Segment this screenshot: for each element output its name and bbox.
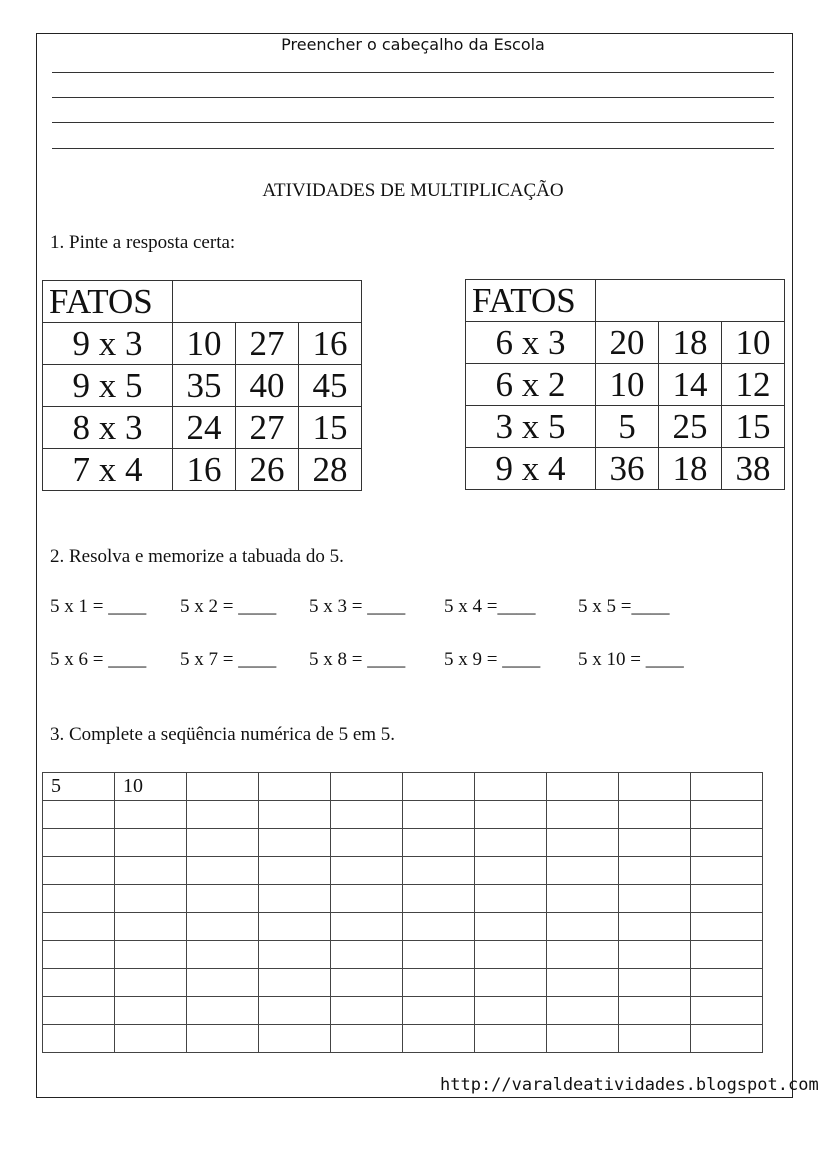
sequence-cell[interactable] [547, 997, 619, 1025]
sequence-cell[interactable] [331, 997, 403, 1025]
page-title: ATIVIDADES DE MULTIPLICAÇÃO [262, 180, 564, 201]
multiplication-item[interactable]: 5 x 8 = ____ [309, 649, 406, 670]
sequence-cell[interactable] [331, 829, 403, 857]
sequence-cell[interactable] [403, 829, 475, 857]
multiplication-item[interactable]: 5 x 5 =____ [578, 596, 670, 617]
facts-header-blank [173, 281, 362, 323]
sequence-cell[interactable] [547, 801, 619, 829]
sequence-cell[interactable] [187, 941, 259, 969]
table-row [43, 969, 763, 997]
sequence-cell[interactable] [115, 857, 187, 885]
table-row [43, 885, 763, 913]
sequence-cell[interactable] [691, 969, 763, 997]
fact-cell: 6 x 2 [466, 364, 596, 406]
facts-table-2 [465, 279, 785, 490]
fact-cell: 9 x 5 [43, 365, 173, 407]
fact-cell: 6 x 3 [466, 322, 596, 364]
school-header-instruction: Preencher o cabeçalho da Escola [281, 35, 545, 54]
multiplication-item[interactable]: 5 x 7 = ____ [180, 649, 277, 670]
answer-option[interactable]: 10 [173, 323, 236, 365]
sequence-cell[interactable] [691, 913, 763, 941]
sequence-cell[interactable] [187, 885, 259, 913]
sequence-cell[interactable] [403, 997, 475, 1025]
sequence-cell[interactable] [691, 1025, 763, 1053]
sequence-cell[interactable] [115, 997, 187, 1025]
sequence-cell[interactable] [475, 801, 547, 829]
sequence-cell[interactable]: 5 [43, 773, 115, 801]
sequence-cell[interactable] [115, 969, 187, 997]
table-row [43, 941, 763, 969]
sequence-cell[interactable] [259, 941, 331, 969]
sequence-cell[interactable] [691, 801, 763, 829]
multiplication-item[interactable]: 5 x 2 = ____ [180, 596, 277, 617]
sequence-cell[interactable] [43, 857, 115, 885]
sequence-cell[interactable] [403, 969, 475, 997]
answer-option[interactable]: 14 [659, 364, 722, 406]
multiplication-item[interactable]: 5 x 10 = ____ [578, 649, 684, 670]
sequence-cell[interactable] [547, 941, 619, 969]
sequence-cell[interactable] [691, 773, 763, 801]
multiplication-item[interactable]: 5 x 3 = ____ [309, 596, 406, 617]
sequence-cell[interactable] [547, 773, 619, 801]
sequence-cell[interactable] [403, 1025, 475, 1053]
sequence-cell[interactable] [619, 885, 691, 913]
sequence-cell[interactable] [619, 913, 691, 941]
table-row [43, 323, 362, 365]
sequence-cell[interactable] [619, 941, 691, 969]
sequence-cell[interactable] [691, 829, 763, 857]
answer-option[interactable]: 20 [596, 322, 659, 364]
sequence-cell[interactable] [619, 997, 691, 1025]
sequence-cell[interactable] [619, 857, 691, 885]
sequence-cell[interactable] [259, 801, 331, 829]
sequence-cell[interactable] [187, 829, 259, 857]
sequence-cell[interactable] [619, 773, 691, 801]
multiplication-item[interactable]: 5 x 6 = ____ [50, 649, 147, 670]
sequence-cell[interactable] [331, 885, 403, 913]
fact-cell: 7 x 4 [43, 449, 173, 491]
sequence-cell[interactable] [43, 829, 115, 857]
sequence-cell[interactable] [115, 1025, 187, 1053]
answer-option[interactable]: 10 [722, 322, 785, 364]
sequence-cell[interactable] [187, 913, 259, 941]
sequence-cell[interactable] [43, 913, 115, 941]
answer-option[interactable]: 16 [173, 449, 236, 491]
facts-table-1 [42, 280, 362, 491]
sequence-cell[interactable] [331, 801, 403, 829]
answer-option[interactable]: 26 [236, 449, 299, 491]
table-row [466, 448, 785, 490]
answer-option[interactable]: 18 [659, 322, 722, 364]
facts-header: FATOS [466, 280, 596, 322]
answer-option[interactable]: 40 [236, 365, 299, 407]
table-row [43, 1025, 763, 1053]
sequence-cell[interactable] [475, 997, 547, 1025]
answer-option[interactable]: 10 [596, 364, 659, 406]
question-2-prompt: 2. Resolva e memorize a tabuada do 5. [50, 546, 344, 567]
table-row [43, 365, 362, 407]
table-row [43, 449, 362, 491]
sequence-cell[interactable] [259, 969, 331, 997]
sequence-cell[interactable] [187, 1025, 259, 1053]
answer-option[interactable]: 12 [722, 364, 785, 406]
sequence-cell[interactable] [43, 941, 115, 969]
multiplication-item[interactable]: 5 x 9 = ____ [444, 649, 541, 670]
sequence-cell[interactable] [43, 1025, 115, 1053]
sequence-cell[interactable] [331, 913, 403, 941]
sequence-cell[interactable] [475, 969, 547, 997]
sequence-cell[interactable] [403, 885, 475, 913]
facts-header: FATOS [43, 281, 173, 323]
sequence-cell[interactable] [475, 857, 547, 885]
sequence-cell[interactable] [187, 997, 259, 1025]
sequence-cell[interactable] [619, 969, 691, 997]
table-row [43, 857, 763, 885]
answer-option[interactable]: 35 [173, 365, 236, 407]
sequence-cell[interactable] [115, 885, 187, 913]
sequence-cell[interactable] [475, 1025, 547, 1053]
sequence-cell[interactable] [259, 1025, 331, 1053]
multiplication-item[interactable]: 5 x 4 =____ [444, 596, 536, 617]
sequence-cell[interactable] [259, 857, 331, 885]
facts-header-blank [596, 280, 785, 322]
answer-option[interactable]: 16 [299, 323, 362, 365]
sequence-cell[interactable] [403, 801, 475, 829]
table-row [43, 829, 763, 857]
question-1-prompt: 1. Pinte a resposta certa: [50, 232, 236, 253]
answer-option[interactable]: 28 [299, 449, 362, 491]
sequence-cell[interactable] [115, 913, 187, 941]
sequence-cell[interactable] [259, 885, 331, 913]
answer-option[interactable]: 38 [722, 448, 785, 490]
sequence-cell[interactable] [403, 773, 475, 801]
sequence-cell[interactable] [259, 773, 331, 801]
sequence-cell[interactable] [43, 997, 115, 1025]
header-line-2[interactable] [52, 97, 774, 98]
sequence-cell[interactable] [187, 857, 259, 885]
answer-option[interactable]: 36 [596, 448, 659, 490]
sequence-cell[interactable] [547, 857, 619, 885]
answer-option[interactable]: 5 [596, 406, 659, 448]
sequence-cell[interactable] [403, 913, 475, 941]
table-row [43, 773, 763, 801]
sequence-cell[interactable] [691, 941, 763, 969]
sequence-cell[interactable] [259, 913, 331, 941]
sequence-cell[interactable] [115, 941, 187, 969]
answer-option[interactable]: 27 [236, 407, 299, 449]
table-row [43, 407, 362, 449]
sequence-cell[interactable] [547, 885, 619, 913]
fact-cell: 9 x 4 [466, 448, 596, 490]
table-row [43, 997, 763, 1025]
sequence-grid [42, 772, 763, 1053]
answer-option[interactable]: 15 [299, 407, 362, 449]
multiplication-item[interactable]: 5 x 1 = ____ [50, 596, 147, 617]
sequence-cell[interactable] [403, 941, 475, 969]
sequence-cell[interactable] [187, 773, 259, 801]
sequence-cell[interactable] [115, 829, 187, 857]
fact-cell: 3 x 5 [466, 406, 596, 448]
answer-option[interactable]: 15 [722, 406, 785, 448]
question-3-prompt: 3. Complete a seqüência numérica de 5 em 5. [50, 724, 396, 745]
sequence-cell[interactable] [259, 829, 331, 857]
table-row [466, 322, 785, 364]
sequence-cell[interactable] [187, 801, 259, 829]
sequence-cell[interactable] [691, 997, 763, 1025]
answer-option[interactable]: 45 [299, 365, 362, 407]
answer-option[interactable]: 24 [173, 407, 236, 449]
header-line-1[interactable] [52, 72, 774, 73]
sequence-cell[interactable] [547, 913, 619, 941]
answer-option[interactable]: 25 [659, 406, 722, 448]
answer-option[interactable]: 27 [236, 323, 299, 365]
header-line-3[interactable] [52, 122, 774, 123]
sequence-cell[interactable] [475, 885, 547, 913]
sequence-cell[interactable] [475, 941, 547, 969]
sequence-cell[interactable] [547, 969, 619, 997]
sequence-cell[interactable] [43, 801, 115, 829]
sequence-cell[interactable] [691, 857, 763, 885]
sequence-cell[interactable]: 10 [115, 773, 187, 801]
answer-option[interactable]: 18 [659, 448, 722, 490]
sequence-cell[interactable] [619, 801, 691, 829]
sequence-cell[interactable] [331, 857, 403, 885]
sequence-cell[interactable] [403, 857, 475, 885]
sequence-cell[interactable] [187, 969, 259, 997]
footer-url[interactable]: http://varaldeatividades.blogspot.com [440, 1075, 819, 1095]
sequence-cell[interactable] [619, 829, 691, 857]
table-row [43, 913, 763, 941]
sequence-cell[interactable] [115, 801, 187, 829]
table-row [43, 801, 763, 829]
sequence-cell[interactable] [619, 1025, 691, 1053]
sequence-cell[interactable] [331, 773, 403, 801]
table-row [466, 406, 785, 448]
fact-cell: 8 x 3 [43, 407, 173, 449]
sequence-cell[interactable] [331, 969, 403, 997]
sequence-cell[interactable] [547, 829, 619, 857]
fact-cell: 9 x 3 [43, 323, 173, 365]
sequence-cell[interactable] [475, 829, 547, 857]
sequence-cell[interactable] [331, 941, 403, 969]
sequence-cell[interactable] [331, 1025, 403, 1053]
sequence-cell[interactable] [547, 1025, 619, 1053]
table-row [466, 364, 785, 406]
sequence-cell[interactable] [475, 773, 547, 801]
header-line-4[interactable] [52, 148, 774, 149]
sequence-cell[interactable] [259, 997, 331, 1025]
sequence-cell[interactable] [43, 885, 115, 913]
sequence-cell[interactable] [475, 913, 547, 941]
sequence-cell[interactable] [691, 885, 763, 913]
sequence-cell[interactable] [43, 969, 115, 997]
